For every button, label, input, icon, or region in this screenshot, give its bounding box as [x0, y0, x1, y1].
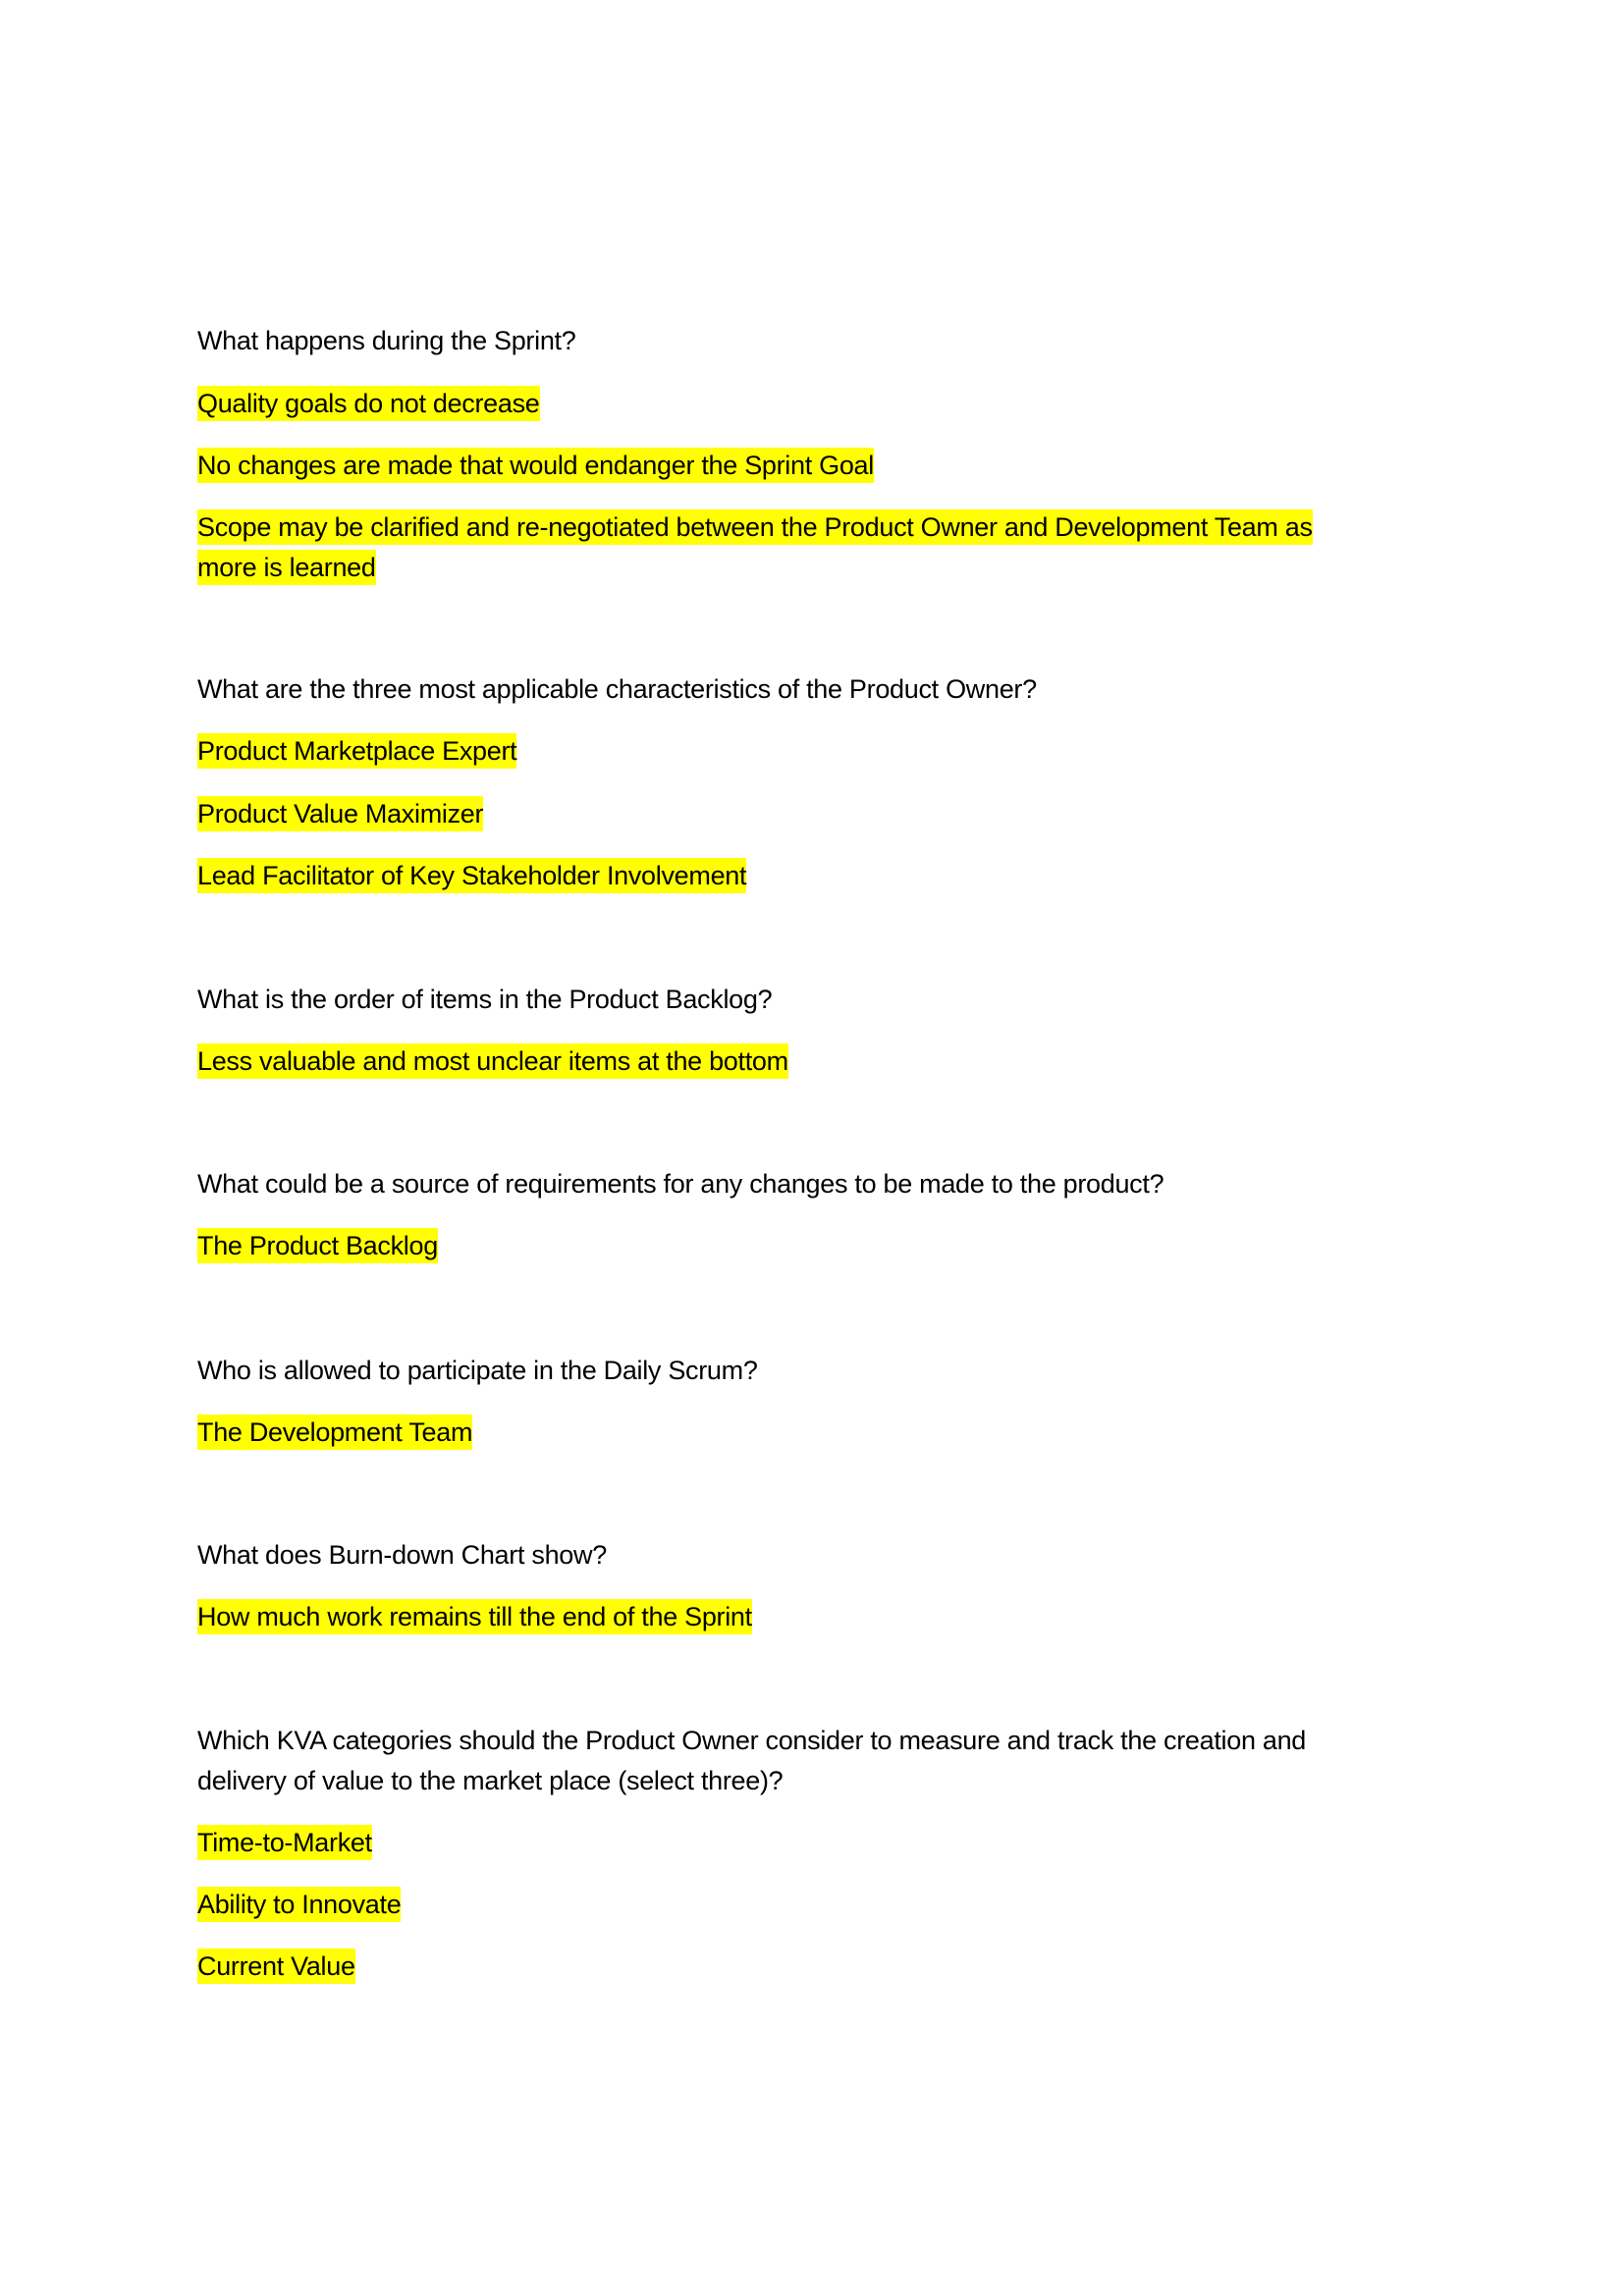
answer-highlighted: more is learned [197, 550, 376, 585]
answer-highlighted: Time-to-Market [197, 1825, 372, 1860]
question-text: What happens during the Sprint? [197, 326, 576, 355]
question-text: Which KVA categories should the Product Owner consider to measure and track the creation and [197, 1726, 1307, 1755]
question-text: What could be a source of requirements for any changes to be made to the product? [197, 1169, 1164, 1199]
answer-highlighted: Current Value [197, 1949, 355, 1984]
answer-highlighted: Product Value Maximizer [197, 796, 483, 831]
answer-highlighted: No changes are made that would endanger the Sprint Goal [197, 448, 874, 483]
answer-highlighted: Ability to Innovate [197, 1887, 401, 1922]
question-text: delivery of value to the market place (select three)? [197, 1766, 784, 1795]
answer-highlighted: Lead Facilitator of Key Stakeholder Involvement [197, 858, 746, 893]
answer-highlighted: The Development Team [197, 1415, 472, 1450]
answer-highlighted: Product Marketplace Expert [197, 733, 516, 769]
answer-highlighted: Less valuable and most unclear items at the bottom [197, 1043, 788, 1079]
question-text: What is the order of items in the Product Backlog? [197, 985, 773, 1014]
answer-highlighted: The Product Backlog [197, 1228, 438, 1263]
question-text: What are the three most applicable characteristics of the Product Owner? [197, 674, 1037, 704]
answer-highlighted: How much work remains till the end of the Sprint [197, 1599, 752, 1634]
answer-highlighted: Scope may be clarified and re-negotiated between the Product Owner and Development Team as [197, 509, 1313, 545]
question-text: What does Burn-down Chart show? [197, 1540, 607, 1570]
question-text: Who is allowed to participate in the Daily Scrum? [197, 1356, 758, 1385]
answer-highlighted: Quality goals do not decrease [197, 386, 540, 421]
